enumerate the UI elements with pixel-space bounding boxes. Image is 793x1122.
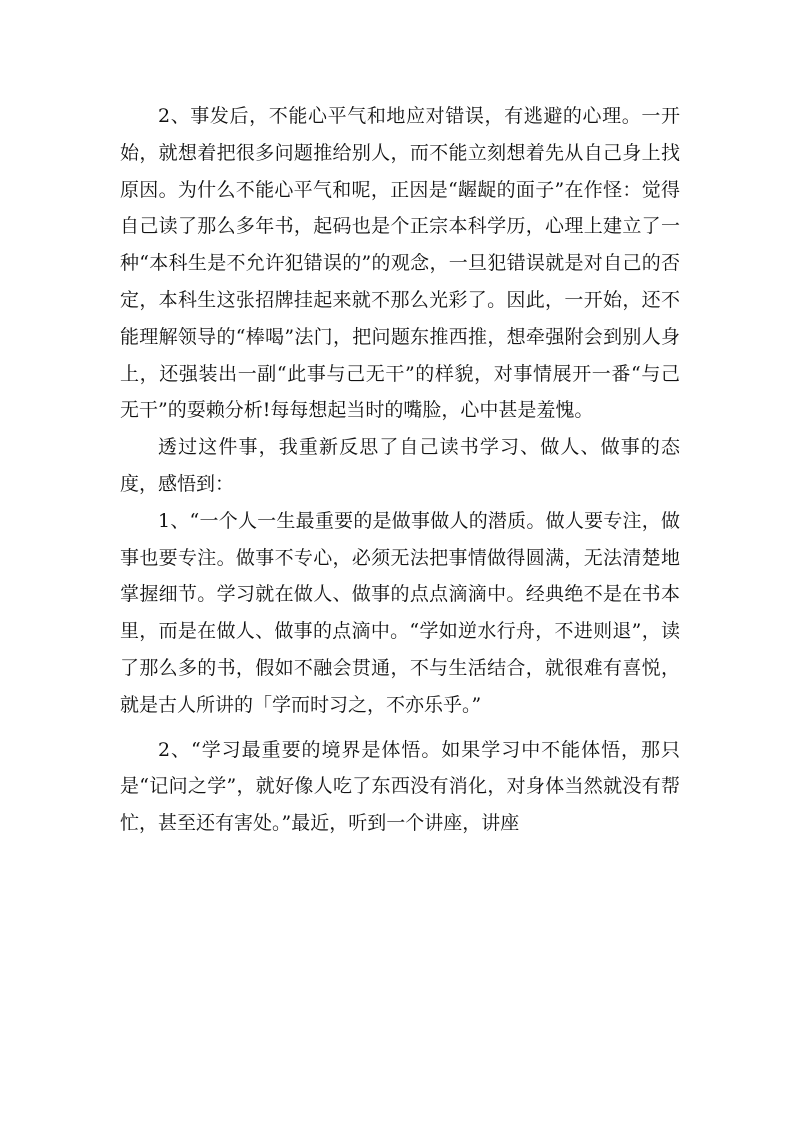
paragraph-incident-reflection: 2、事发后，不能心平气和地应对错误，有逃避的心理。一开始，就想着把很多问题推给别人，而不能立刻想着先从自己身上找原因。为什么不能心平气和呢，正因是“龌龊的面子”在作怪：觉得自己读了那么多年书，起码也是个正宗本科学历，心理上建立了一种“本科生是不允许犯错误的”的观念，一旦犯错误就是对自己的否定，本科生这张招牌挂起来就不那么光彩了。因此，一开始，还不能理解领导的“棒喝”法门，把问题东推西推，想牵强附会到别人身上，还强装出一副“此事与己无干”的样貌，对事情展开一番“与己无干”的耍赖分析!每每想起当时的嘴脸，心中甚是羞愧。 xyxy=(120,105,680,422)
paragraph-insight-1: 1、“一个人一生最重要的是做事做人的潜质。做人要专注，做事也要专注。做事不专心，必须无法把事情做得圆满，无法清楚地掌握细节。学习就在做人、做事的点点滴滴中。经典绝不是在书本里，而是在做人、做事的点滴中。“学如逆水行舟，不进则退”，读了那么多的书，假如不融会贯通，不与生活结合，就很难有喜悦，就是古人所讲的「学而时习之，不亦乐乎。” xyxy=(120,509,680,716)
document-page xyxy=(120,98,680,842)
paragraph-insight-2: 2、“学习最重要的境界是体悟。如果学习中不能体悟，那只是“记问之学”，就好像人吃了东西没有消化，对身体当然就没有帮忙，甚至还有害处。”最近，听到一个讲座，讲座 xyxy=(120,738,680,835)
paragraph-rethinking: 透过这件事，我重新反思了自己读书学习、做人、做事的态度，感悟到： xyxy=(120,436,680,495)
